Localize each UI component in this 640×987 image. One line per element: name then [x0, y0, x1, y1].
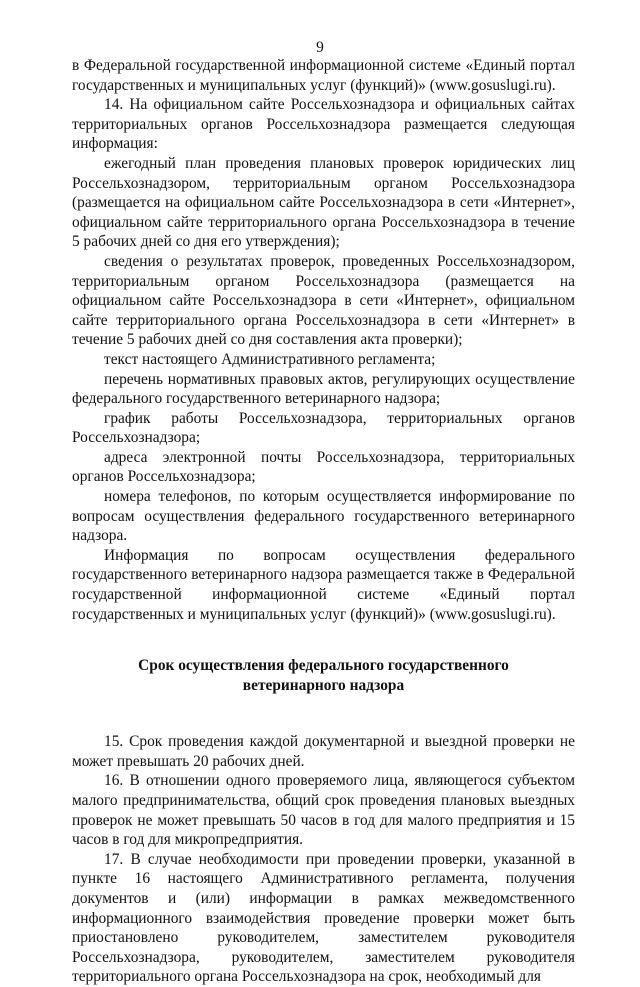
paragraph-legal-acts: перечень нормативных правовых актов, регулирующих осуществление федерального государственного ветеринарного надзора;: [72, 370, 575, 408]
paragraph-regulation-text: текст настоящего Административного регламента;: [104, 350, 436, 368]
paragraph-item-16: 16. В отношении одного проверяемого лица, являющегося субъектом малого предпринимательства, общий срок проведения плановых выездных проверок не может превышать 50 часов в год для малого предприятия и 15 часов в год для микропредприятия.: [72, 772, 575, 849]
paragraph-phone-numbers: номера телефонов, по которым осуществляется информирование по вопросам осуществления федерального государственного ветеринарного надзора.: [72, 488, 575, 545]
paragraph-work-schedule: график работы Россельхознадзора, территориальных органов Россельхознадзора;: [72, 409, 575, 447]
section-heading: Срок осуществления федерального государственного ветеринарного надзора: [138, 657, 509, 695]
page-content: [72, 56, 575, 987]
paragraph-email-addresses: адреса электронной почты Россельхознадзора, территориальных органов Россельхознадзора;: [72, 448, 575, 486]
paragraph-annual-plan: ежегодный план проведения плановых проверок юридических лиц Россельхознадзором, территориальным органом Россельхознадзора (размещается на официальном сайте Россельхознадзора в сети «Интернет», официальном сайте территориального органа Россельхознадзора в течение 5 рабочих дней со дня его утверждения);: [72, 154, 575, 251]
paragraph-item-15: 15. Срок проведения каждой документарной и выездной проверки не может превышать 20 рабочих дней.: [72, 733, 575, 770]
paragraph-inspection-results: сведения о результатах проверок, проведенных Россельхознадзором, территориальным органом Россельхознадзора (размещается на официальном сайте Россельхознадзора в сети «Интернет», официальном сайте территориального органа Россельхознадзора в сети «Интернет» в течение 5 рабочих дней со дня составления акта проверки);: [72, 252, 575, 349]
paragraph-item-17: 17. В случае необходимости при проведении проверки, указанной в пункте 16 настоящего Административного регламента, получения документов и (или) информации в рамках межведомственного информационного взаимодействия проведение проверки может быть приостановлено руководителем, заместителем руководителя Россельхознадзора, руководителем, заместителем руководителя территориального органа Россельхознадзора на срок, необходимый для: [72, 850, 575, 986]
paragraph-continuation: в Федеральной государственной информационной системе «Единый портал государственных и муниципальных услуг (функций)» (www.gosuslugi.ru).: [72, 57, 575, 94]
page-number: 9: [316, 39, 324, 56]
paragraph-gosuslugi-info: Информация по вопросам осуществления федерального государственного ветеринарного надзора размещается также в Федеральной государственной информационной системе «Единый портал государственных и муниципальных услуг (функций)» (www.gosuslugi.ru).: [72, 546, 575, 623]
paragraph-item-14: 14. На официальном сайте Россельхознадзора и официальных сайтах территориальных органов Россельхознадзора размещается следующая информация:: [72, 96, 575, 153]
